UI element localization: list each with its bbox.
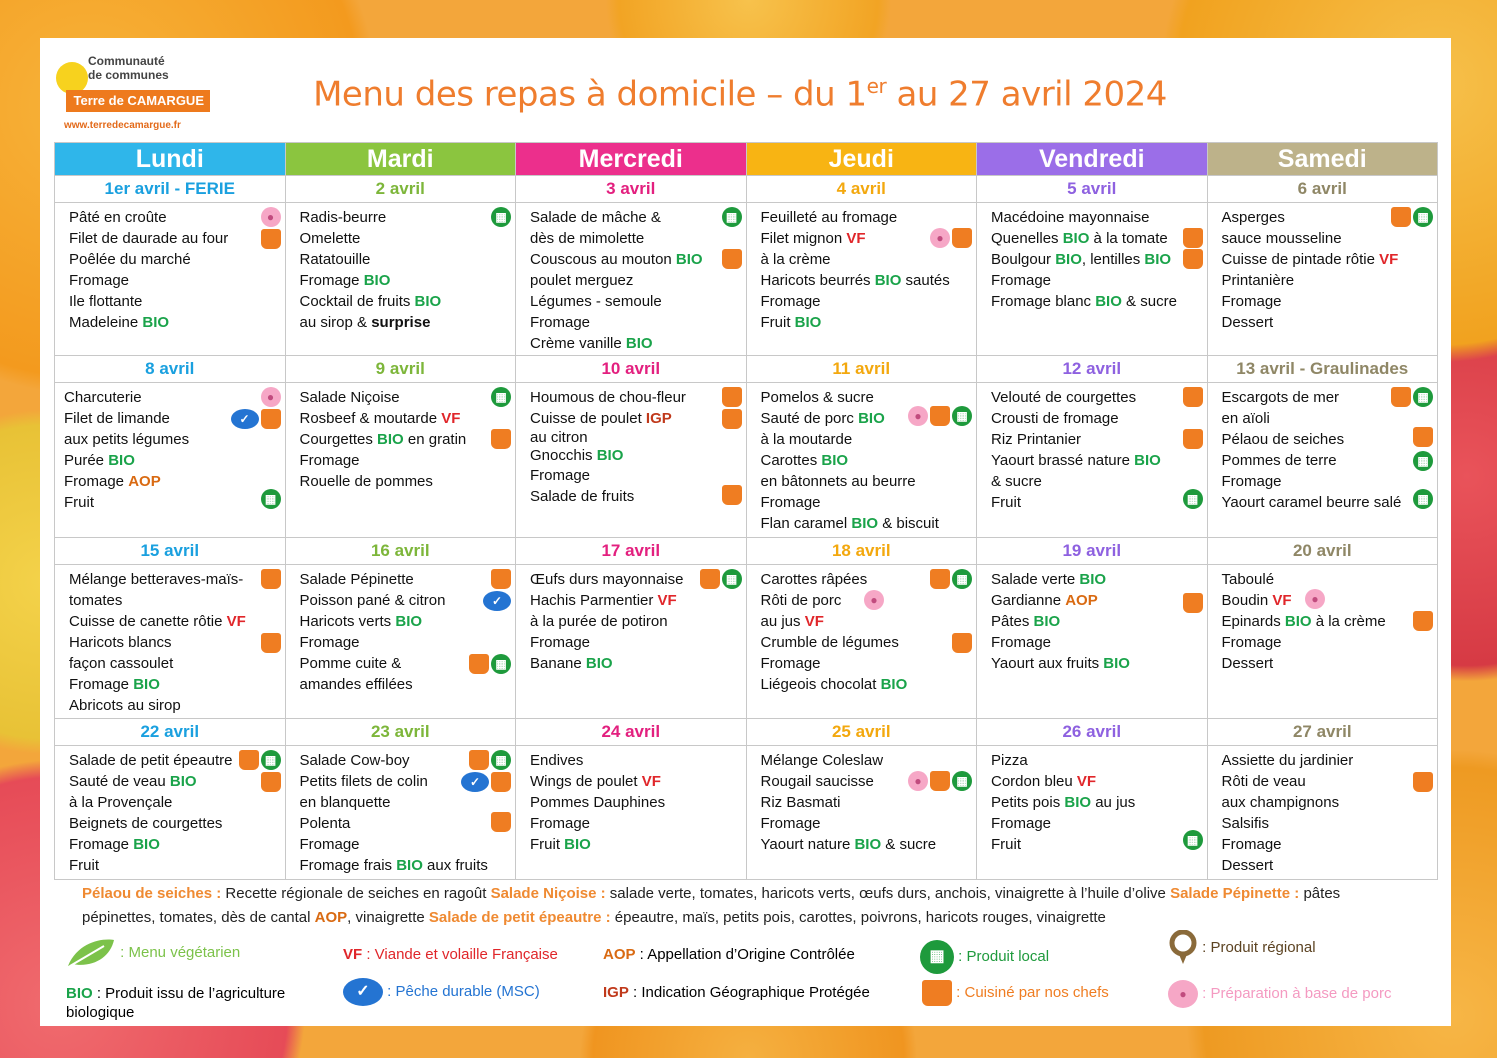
menu-cell: ▦ Radis-beurre Omelette Ratatouille Fromage BIO Cocktail de fruits BIO au sirop & surprise <box>285 203 516 356</box>
chef-icon <box>261 229 281 249</box>
menu-cell: Salade verte BIO Gardianne AOP Pâtes BIO Fromage Yaourt aux fruits BIO <box>977 565 1208 719</box>
menu-cell: ▦ Œufs durs mayonnaise Hachis Parmentier VF à la purée de potiron Fromage Banane BIO <box>516 565 747 719</box>
date-cell: 26 avril <box>977 719 1208 746</box>
map-pin-icon <box>1168 930 1198 966</box>
local-product-icon: ▦ <box>491 387 511 407</box>
date-cell: 11 avril <box>746 356 977 383</box>
chef-icon <box>722 409 742 429</box>
local-product-icon: ▦ <box>261 489 281 509</box>
local-product-icon: ▦ <box>261 750 281 770</box>
legend-bio: BIO : Produit issu de l’agriculture biologique <box>66 985 286 1021</box>
chef-icon <box>469 750 489 770</box>
date-cell: 4 avril <box>746 176 977 203</box>
day-header-mercredi: Mercredi <box>516 143 747 176</box>
local-product-icon: ▦ <box>1413 489 1433 509</box>
menu-cell: ● Taboulé Boudin VF Epinards BIO à la crème Fromage Dessert <box>1207 565 1438 719</box>
day-header-mardi: Mardi <box>285 143 516 176</box>
chef-icon <box>491 812 511 832</box>
chef-icon <box>491 772 511 792</box>
msc-fish-icon: ✓ <box>483 591 511 611</box>
local-product-icon: ▦ <box>722 569 742 589</box>
menu-cell: ● Pâté en croûte Filet de daurade au four Poêlée du marché Fromage Ile flottante Madeleine BIO <box>55 203 286 356</box>
menu-cell: ▦ ✓ Salade Cow-boy Petits filets de colin en blanquette Polenta Fromage Fromage frais BIO aux fruits <box>285 746 516 880</box>
date-cell: 25 avril <box>746 719 977 746</box>
chef-icon <box>1183 228 1203 248</box>
date-cell: 17 avril <box>516 538 747 565</box>
menu-cell: ▦ Salade de mâche & dès de mimolette Couscous au mouton BIO poulet merguez Légumes - semoule Fromage Crème vanille BIO <box>516 203 747 356</box>
menu-cell: ▦ Pizza Cordon bleu VF Petits pois BIO au jus Fromage Fruit <box>977 746 1208 880</box>
legend-regional: : Produit régional <box>1168 930 1316 966</box>
local-product-icon: ▦ <box>1413 451 1433 471</box>
chef-icon <box>930 406 950 426</box>
date-cell: 24 avril <box>516 719 747 746</box>
chef-icon <box>1183 593 1203 613</box>
date-cell: 3 avril <box>516 176 747 203</box>
menu-table <box>54 142 1438 880</box>
chef-icon <box>952 633 972 653</box>
legend-msc: ✓ : Pêche durable (MSC) <box>343 978 540 1006</box>
menu-cell: Endives Wings de poulet VF Pommes Dauphines Fromage Fruit BIO <box>516 746 747 880</box>
chef-icon <box>1183 429 1203 449</box>
date-cell: 2 avril <box>285 176 516 203</box>
day-header-vendredi: Vendredi <box>977 143 1208 176</box>
local-product-icon: ▦ <box>952 771 972 791</box>
date-cell: 6 avril <box>1207 176 1438 203</box>
menu-cell: ● ▦ Mélange Coleslaw Rougail saucisse Riz Basmati Fromage Yaourt nature BIO & sucre <box>746 746 977 880</box>
local-product-icon: ▦ <box>1183 830 1203 850</box>
menu-cell: ● ✓ ▦ Charcuterie Filet de limande aux petits légumes Purée BIO Fromage AOP Fruit <box>55 383 286 538</box>
legend-aop: AOP : Appellation d’Origine Contrôlée <box>603 946 855 963</box>
day-header-jeudi: Jeudi <box>746 143 977 176</box>
menu-cell: ● ▦ Pomelos & sucre Sauté de porc BIO à la moutarde Carottes BIO en bâtonnets au beurre Fromage Flan caramel BIO & biscuit <box>746 383 977 538</box>
leaf-icon <box>64 936 116 970</box>
chef-icon <box>1183 249 1203 269</box>
logo: Communauté de communes Terre de CAMARGUE www.terredecamargue.fr <box>56 50 216 136</box>
chef-icon <box>491 569 511 589</box>
chef-icon <box>1413 611 1433 631</box>
local-product-icon: ▦ <box>1413 387 1433 407</box>
date-cell: 15 avril <box>55 538 286 565</box>
chef-icon <box>261 569 281 589</box>
menu-cell: ▦ ● Carottes râpées Rôti de porc au jus VF Crumble de légumes Fromage Liégeois chocolat BIO <box>746 565 977 719</box>
chef-icon <box>1413 772 1433 792</box>
local-product-icon: ▦ <box>1183 489 1203 509</box>
pig-icon: ● <box>261 387 281 407</box>
msc-fish-icon: ✓ <box>231 409 259 429</box>
local-product-icon: ▦ <box>1413 207 1433 227</box>
menu-cell: ▦ Salade Niçoise Rosbeef & moutarde VF Courgettes BIO en gratin Fromage Rouelle de pommes <box>285 383 516 538</box>
pig-icon: ● <box>930 228 950 248</box>
day-header-samedi: Samedi <box>1207 143 1438 176</box>
chef-icon <box>261 633 281 653</box>
local-product-icon: ▦ <box>920 940 954 974</box>
chef-icon <box>722 485 742 505</box>
date-cell: 20 avril <box>1207 538 1438 565</box>
chef-icon <box>722 249 742 269</box>
legend-vegetarian: : Menu végétarien <box>64 936 240 970</box>
chef-icon <box>1183 387 1203 407</box>
chef-icon <box>1391 207 1411 227</box>
local-product-icon: ▦ <box>491 750 511 770</box>
chef-icon <box>700 569 720 589</box>
chef-icon <box>261 409 281 429</box>
date-cell: 16 avril <box>285 538 516 565</box>
local-product-icon: ▦ <box>952 569 972 589</box>
pig-icon: ● <box>864 590 884 610</box>
local-product-icon: ▦ <box>722 207 742 227</box>
chef-icon <box>239 750 259 770</box>
chef-icon <box>1413 427 1433 447</box>
msc-fish-icon: ✓ <box>461 772 489 792</box>
pig-icon: ● <box>1305 589 1325 609</box>
date-cell: 9 avril <box>285 356 516 383</box>
menu-cell: Assiette du jardinier Rôti de veau aux champignons Salsifis Fromage Dessert <box>1207 746 1438 880</box>
menu-cell: ▦ Asperges sauce mousseline Cuisse de pintade rôtie VF Printanière Fromage Dessert <box>1207 203 1438 356</box>
date-cell: 12 avril <box>977 356 1208 383</box>
date-cell: 23 avril <box>285 719 516 746</box>
chef-icon <box>491 429 511 449</box>
chef-icon <box>1391 387 1411 407</box>
chef-icon <box>261 772 281 792</box>
local-product-icon: ▦ <box>952 406 972 426</box>
legend-local: ▦ : Produit local <box>920 940 1049 974</box>
menu-cell: Macédoine mayonnaise Quenelles BIO à la tomate Boulgour BIO, lentilles BIO Fromage Fromage blanc BIO & sucre <box>977 203 1208 356</box>
date-cell: 27 avril <box>1207 719 1438 746</box>
menu-cell: ▦ Velouté de courgettes Crousti de fromage Riz Printanier Yaourt brassé nature BIO & sucre Fruit <box>977 383 1208 538</box>
date-cell: 5 avril <box>977 176 1208 203</box>
date-cell: 22 avril <box>55 719 286 746</box>
date-cell: 8 avril <box>55 356 286 383</box>
menu-cell: ✓ ▦ Salade Pépinette Poisson pané & citron Haricots verts BIO Fromage Pomme cuite & amandes effilées <box>285 565 516 719</box>
chef-icon <box>930 569 950 589</box>
chef-icon <box>930 771 950 791</box>
legend-igp: IGP : Indication Géographique Protégée <box>603 984 870 1001</box>
legend-pork: ● : Préparation à base de porc <box>1168 980 1391 1008</box>
chef-icon <box>469 654 489 674</box>
date-cell: 18 avril <box>746 538 977 565</box>
pig-icon: ● <box>908 771 928 791</box>
menu-cell: ▦ Salade de petit épeautre Sauté de veau BIO à la Provençale Beignets de courgettes Fromage BIO Fruit <box>55 746 286 880</box>
legend-vf: VF : Viande et volaille Française <box>343 946 558 963</box>
msc-fish-icon: ✓ <box>343 978 383 1006</box>
menu-cell: Houmous de chou-fleur Cuisse de poulet IGP au citron Gnocchis BIO Fromage Salade de fruits <box>516 383 747 538</box>
date-cell: 19 avril <box>977 538 1208 565</box>
recipe-notes: Pélaou de seiches : Recette régionale de seiches en ragoût Salade Niçoise : salade verte, tomates, haricots verts, œufs durs, anchois, vinaigrette à l’huile d’olive Salade Pépinette : pâtes pépinettes, tomates, dès de cantal AOP, vinaigrette Salade de petit épeautre : épeautre, maïs, petits pois, carottes, poivrons, haricots rouges, vinaigrette <box>82 885 1341 926</box>
chef-icon <box>952 228 972 248</box>
legend-chef: : Cuisiné par nos chefs <box>922 980 1109 1006</box>
page-title: Menu des repas à domicile – du 1er au 27 avril 2024 <box>313 74 1167 115</box>
local-product-icon: ▦ <box>491 207 511 227</box>
date-cell: 1er avril - FERIE <box>55 176 286 203</box>
menu-cell: ▦ ▦ ▦ Escargots de mer en aïoli Pélaou de seiches Pommes de terre Fromage Yaourt caramel beurre salé <box>1207 383 1438 538</box>
pig-icon: ● <box>908 406 928 426</box>
chef-icon <box>722 387 742 407</box>
day-header-lundi: Lundi <box>55 143 286 176</box>
chef-icon <box>922 980 952 1006</box>
date-cell: 13 avril - Graulinades <box>1207 356 1438 383</box>
date-cell: 10 avril <box>516 356 747 383</box>
pig-icon: ● <box>261 207 281 227</box>
local-product-icon: ▦ <box>491 654 511 674</box>
menu-cell: Mélange betteraves-maïs- tomates Cuisse de canette rôtie VF Haricots blancs façon cassoulet Fromage BIO Abricots au sirop <box>55 565 286 719</box>
menu-cell: ● Feuilleté au fromage Filet mignon VF à la crème Haricots beurrés BIO sautés Fromage Fruit BIO <box>746 203 977 356</box>
pig-icon: ● <box>1168 980 1198 1008</box>
